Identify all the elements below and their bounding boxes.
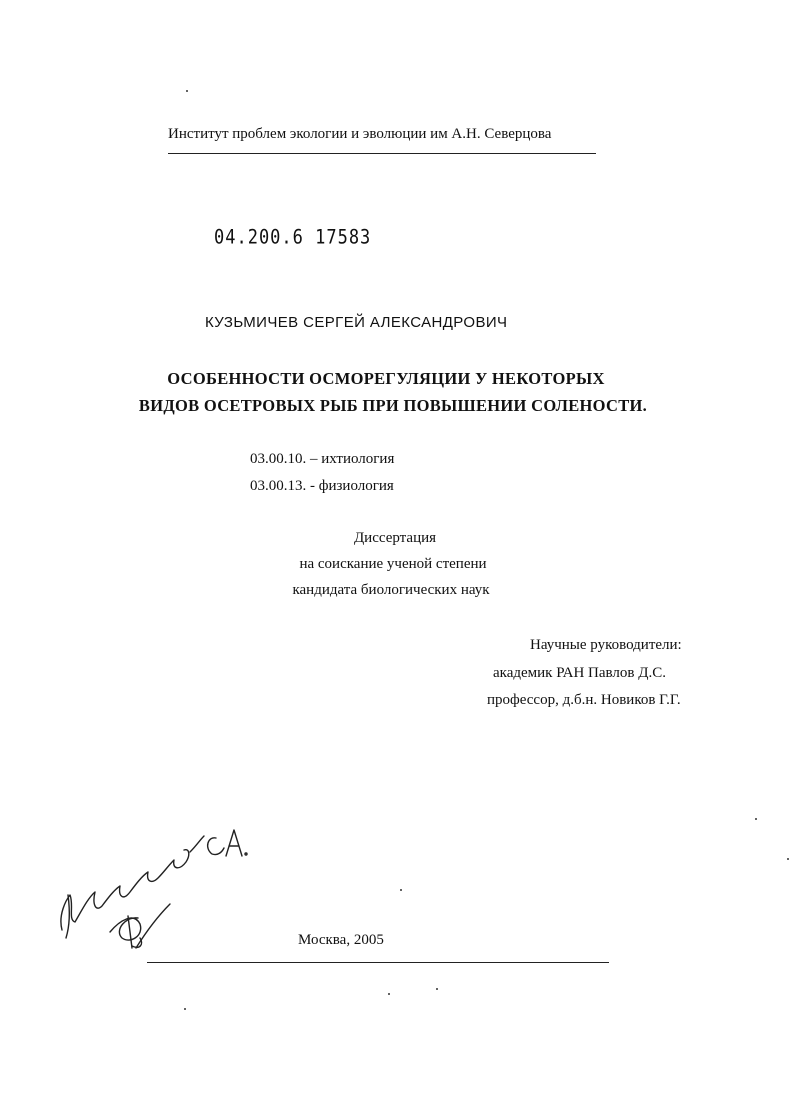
- scan-speck: [787, 858, 789, 860]
- degree-line-1: на соискание ученой степени: [299, 556, 487, 572]
- scan-speck: [184, 1008, 186, 1010]
- scan-speck: [755, 818, 757, 820]
- scan-speck: [436, 988, 438, 990]
- specialty-code-2: 03.00.13. - физиология: [250, 478, 394, 494]
- header-underline: [168, 153, 596, 154]
- dissertation-title-line-1: ОСОБЕННОСТИ ОСМОРЕГУЛЯЦИИ У НЕКОТОРЫХ: [167, 369, 605, 388]
- handwritten-signature: [40, 820, 270, 960]
- author-name: КУЗЬМИЧЕВ СЕРГЕЙ АЛЕКСАНДРОВИЧ: [205, 314, 508, 331]
- library-stamp-number: 04.200.6 17583: [214, 226, 372, 249]
- scan-speck: [400, 889, 402, 891]
- scan-speck: [388, 993, 390, 995]
- dissertation-title-line-2: ВИДОВ ОСЕТРОВЫХ РЫБ ПРИ ПОВЫШЕНИИ СОЛЕНОСТИ.: [138, 396, 648, 415]
- scan-speck: [186, 90, 188, 92]
- document-type: Диссертация: [353, 530, 437, 546]
- institute-name: Институт проблем экологии и эволюции им А.Н. Северцова: [168, 126, 552, 142]
- degree-line-2: кандидата биологических наук: [292, 582, 490, 598]
- advisor-1: академик РАН Павлов Д.С.: [493, 665, 666, 681]
- advisors-label: Научные руководители:: [530, 637, 682, 653]
- advisor-2: профессор, д.б.н. Новиков Г.Г.: [487, 692, 681, 708]
- footer-underline: [147, 962, 609, 963]
- specialty-code-1: 03.00.10. – ихтиология: [250, 451, 395, 467]
- city-and-year: Москва, 2005: [298, 932, 384, 948]
